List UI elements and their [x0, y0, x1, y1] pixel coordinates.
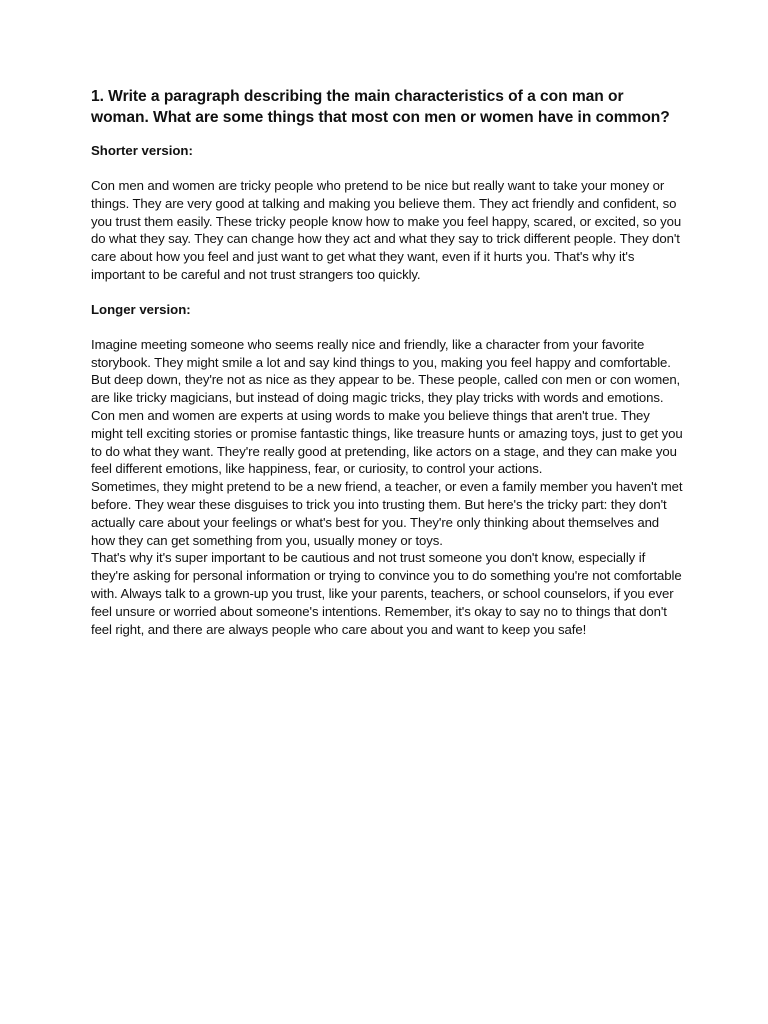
question-heading: 1. Write a paragraph describing the main characteristics of a con man or woman. What are some things that most con men or women have in common?	[91, 88, 670, 126]
shorter-version-label: Shorter version:	[91, 143, 193, 158]
longer-version-paragraph-2: Con men and women are experts at using words to make you believe things that aren't true. They might tell exciting stories or promise fantastic things, like treasure hunts or amazing toys, just to get you to do what they want. They're really good at pretending, like actors on a stage, and they can make you feel different emotions, like happiness, fear, or curiosity, to control your actions.	[91, 407, 683, 477]
longer-version-paragraph-4: That's why it's super important to be cautious and not trust someone you don't know, especially if they're asking for personal information or trying to convince you to do something you're not comfortable with. Always talk to a grown-up you trust, like your parents, teachers, or school counselors, if you ever feel unsure or worried about someone's intentions. Remember, it's okay to say no to things that don't feel right, and there are always people who care about you and want to keep you safe!	[91, 550, 682, 637]
longer-version-paragraph-1: Imagine meeting someone who seems really nice and friendly, like a character from your favorite storybook. They might smile a lot and say kind things to you, making you feel happy and comfortable. But deep down, they're not as nice as they appear to be. These people, called con men or con women, are like tricky magicians, but instead of doing magic tricks, they play tricks with words and emotions.	[91, 336, 681, 406]
section-spacer	[91, 284, 683, 301]
shorter-version-paragraph: Con men and women are tricky people who pretend to be nice but really want to take your money or things. They are very good at talking and making you believe them. They act friendly and confident, so you trust them easily. These tricky people know how to make you feel happy, scared, or excited, so you do what they say. They can change how they act and what they say to trick different people. They don't care about how you feel and just want to get what they want, even if it hurts you. That's why it's important to be careful and not trust strangers too quickly.	[91, 178, 682, 282]
longer-version-paragraph-3: Sometimes, they might pretend to be a new friend, a teacher, or even a family member you haven't met before. They wear these disguises to trick you into trusting them. But here's the tricky part: they don't actually care about your feelings or what's best for you. They're only thinking about themselves and how they can get something from you, usually money or toys.	[91, 479, 683, 548]
document-content	[91, 86, 683, 638]
longer-version-label: Longer version:	[91, 301, 191, 317]
